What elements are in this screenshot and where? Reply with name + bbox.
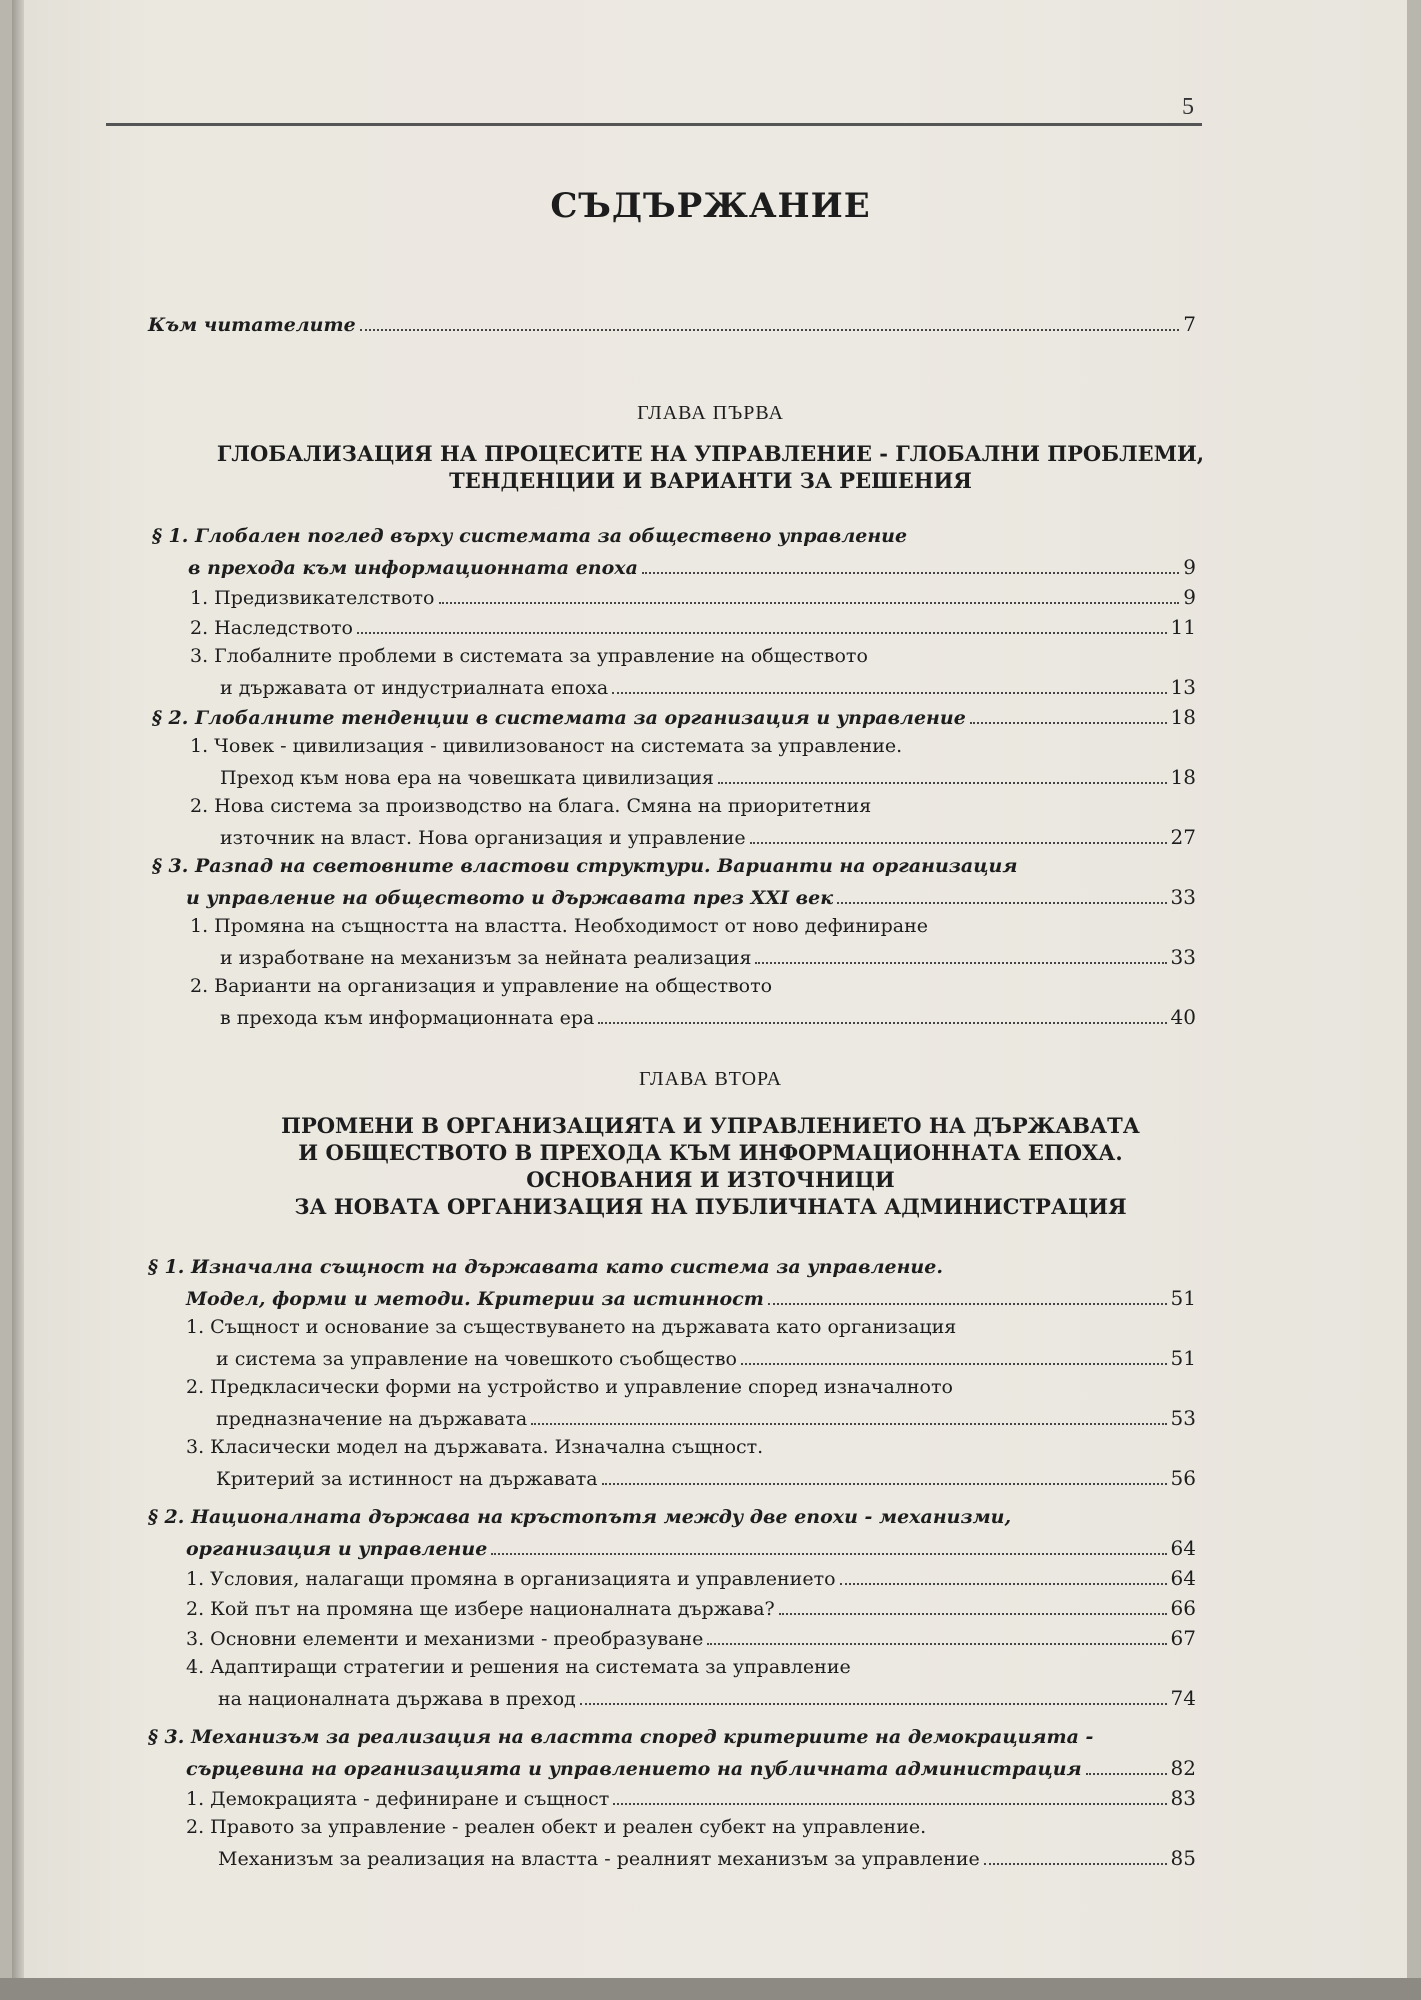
toc-entry-ch1-s2[interactable]: § 2. Глобалните тенденции в системата за организация и управление 18 bbox=[152, 705, 1196, 729]
page-title: СЪДЪРЖАНИЕ bbox=[550, 186, 871, 226]
ch2-s1-i1-line1: 1. Същност и основание за съществуването на държавата като организация bbox=[186, 1316, 957, 1338]
chapter2-title-3: ОСНОВАНИЯ И ИЗТОЧНИЦИ bbox=[526, 1167, 895, 1192]
toc-entry-ch2-s1-i2[interactable]: предназначение на държавата 53 bbox=[216, 1406, 1196, 1430]
ch1-s2-i1-line1: 1. Човек - цивилизация - цивилизованост на системата за управление. bbox=[190, 735, 903, 757]
toc-entry-reader[interactable]: Към читателите 7 bbox=[148, 312, 1196, 336]
toc-entry-ch1-s1-i2[interactable]: 2. Наследството 11 bbox=[190, 615, 1196, 639]
toc-entry-ch1-s3-i1[interactable]: и изработване на механизъм за нейната реализация 33 bbox=[220, 945, 1196, 969]
ch2-s1-i2-line1: 2. Предкласически форми на устройство и управление според изначалното bbox=[186, 1376, 953, 1398]
ch1-s3-line1: § 3. Разпад на световните властови структури. Варианти на организация bbox=[152, 855, 1018, 877]
ch2-s1-i3-line1: 3. Класически модел на държавата. Изначална същност. bbox=[186, 1436, 764, 1458]
ch2-s1-line1: § 1. Изначална същност на държавата като система за управление. bbox=[148, 1256, 943, 1278]
toc-entry-ch1-s1[interactable]: в прехода към информационната епоха 9 bbox=[188, 555, 1196, 579]
chapter1-title-2: ТЕНДЕНЦИИ И ВАРИАНТИ ЗА РЕШЕНИЯ bbox=[449, 468, 972, 493]
toc-entry-ch2-s2-i2[interactable]: 2. Кой път на промяна ще избере националната държава? 66 bbox=[186, 1596, 1196, 1620]
ch2-s3-line1: § 3. Механизъм за реализация на властта според критериите на демокрацията - bbox=[148, 1726, 1094, 1748]
book-spine bbox=[12, 0, 24, 2000]
toc-entry-ch1-s1-i1[interactable]: 1. Предизвикателството 9 bbox=[190, 585, 1196, 609]
toc-entry-ch1-s3-i2[interactable]: в прехода към информационната ера 40 bbox=[220, 1005, 1196, 1029]
toc-entry-ch2-s2-i1[interactable]: 1. Условия, налагащи промяна в организацията и управлението 64 bbox=[186, 1566, 1196, 1590]
page-bottom-edge bbox=[0, 1978, 1421, 2000]
toc-entry-ch2-s3-i1[interactable]: 1. Демокрацията - дефиниране и същност 83 bbox=[186, 1786, 1196, 1810]
toc-entry-ch2-s1-i1[interactable]: и система за управление на човешкото съобщество 51 bbox=[216, 1346, 1196, 1370]
ch1-s3-i2-line1: 2. Варианти на организация и управление на обществото bbox=[190, 975, 773, 997]
toc-entry-ch1-s1-i3[interactable]: и държавата от индустриалната епоха 13 bbox=[220, 675, 1196, 699]
chapter2-heading: ГЛАВА ВТОРА bbox=[638, 1068, 783, 1090]
chapter1-title-1: ГЛОБАЛИЗАЦИЯ НА ПРОЦЕСИТЕ НА УПРАВЛЕНИЕ - ГЛОБАЛНИ ПРОБЛЕМИ, bbox=[216, 441, 1205, 466]
toc-entry-ch2-s2-i4[interactable]: на националната държава в преход 74 bbox=[218, 1686, 1196, 1710]
chapter1-heading: ГЛАВА ПЪРВА bbox=[637, 402, 784, 424]
ch2-s3-i2-line1: 2. Правото за управление - реален обект и реален субект на управление. bbox=[186, 1816, 927, 1838]
toc-entry-ch1-s2-i1[interactable]: Преход към нова ера на човешката цивилизация 18 bbox=[220, 765, 1196, 789]
ch2-s2-line1: § 2. Националната държава на кръстопътя между две епохи - механизми, bbox=[148, 1506, 1012, 1528]
header-rule bbox=[106, 123, 1202, 126]
ch1-s3-i1-line1: 1. Промяна на същността на властта. Необходимост от ново дефиниране bbox=[190, 915, 928, 937]
toc-entry-ch2-s3-i2[interactable]: Механизъм за реализация на властта - реалният механизъм за управление 85 bbox=[218, 1846, 1196, 1870]
toc-entry-ch1-s3[interactable]: и управление на обществото и държавата през XXI век 33 bbox=[186, 885, 1196, 909]
toc-entry-ch2-s2-i3[interactable]: 3. Основни елементи и механизми - преобразуване 67 bbox=[186, 1626, 1196, 1650]
ch2-s2-i4-line1: 4. Адаптиращи стратегии и решения на системата за управление bbox=[186, 1656, 851, 1678]
ch1-s1-i3-line1: 3. Глобалните проблеми в системата за управление на обществото bbox=[190, 645, 868, 667]
toc-entry-ch2-s1[interactable]: Модел, форми и методи. Критерии за истинност 51 bbox=[186, 1286, 1196, 1310]
chapter2-title-4: ЗА НОВАТА ОРГАНИЗАЦИЯ НА ПУБЛИЧНАТА АДМИНИСТРАЦИЯ bbox=[294, 1194, 1127, 1219]
page-number: 5 bbox=[1182, 94, 1194, 120]
ch1-s2-i2-line1: 2. Нова система за производство на блага. Смяна на приоритетния bbox=[190, 795, 872, 817]
toc-entry-ch2-s2[interactable]: организация и управление 64 bbox=[186, 1536, 1196, 1560]
toc-entry-ch2-s3[interactable]: сърцевина на организацията и управлението на публичната администрация 82 bbox=[186, 1756, 1196, 1780]
toc-entry-ch2-s1-i3[interactable]: Критерий за истинност на държавата 56 bbox=[216, 1466, 1196, 1490]
toc-entry-ch1-s2-i2[interactable]: източник на власт. Нова организация и управление 27 bbox=[220, 825, 1196, 849]
chapter2-title-1: ПРОМЕНИ В ОРГАНИЗАЦИЯТА И УПРАВЛЕНИЕТО НА ДЪРЖАВАТА bbox=[281, 1113, 1140, 1138]
ch1-s1-line1: § 1. Глобален поглед върху системата за обществено управление bbox=[152, 525, 908, 547]
chapter2-title-2: И ОБЩЕСТВОТО В ПРЕХОДА КЪМ ИНФОРМАЦИОННАТА ЕПОХА. bbox=[298, 1140, 1123, 1165]
